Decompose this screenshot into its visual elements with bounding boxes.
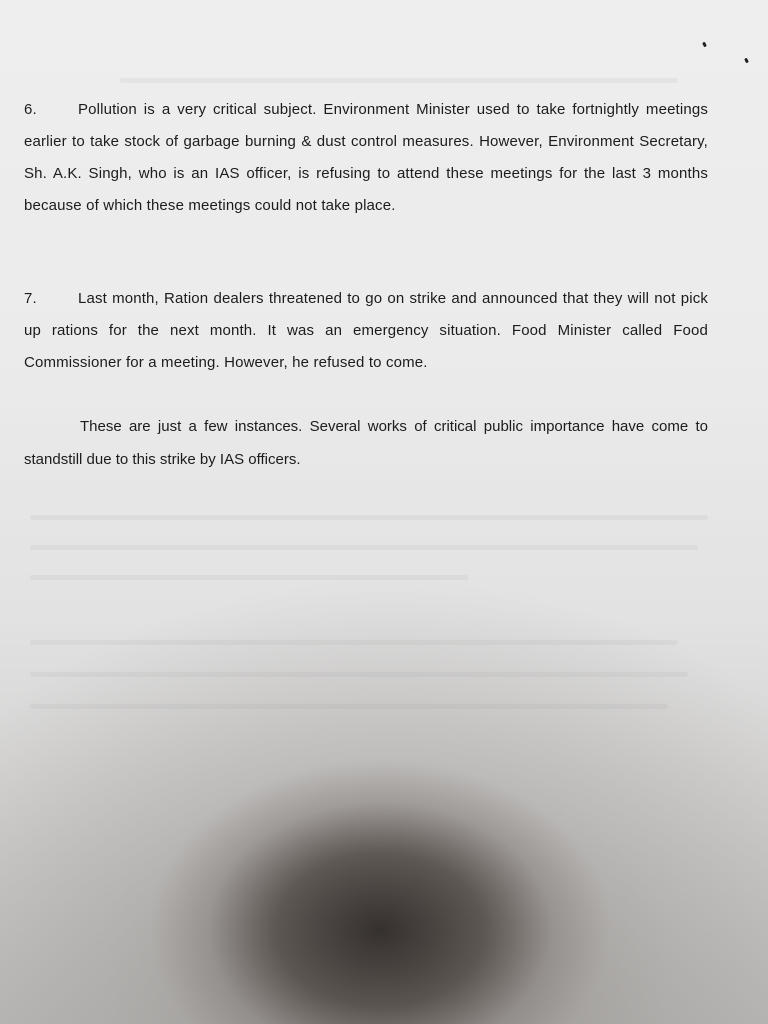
- show-through-line: [30, 704, 668, 709]
- ink-speck: [744, 58, 749, 64]
- show-through-line: [30, 640, 678, 645]
- closing-paragraph: These are just a few instances. Several works of critical public importance have come to standstill due to this strike by IAS officers.: [24, 418, 708, 468]
- paragraph-7: [24, 283, 708, 379]
- show-through-line: [120, 78, 678, 83]
- ink-speck: [702, 42, 707, 48]
- show-through-line: [30, 575, 468, 580]
- paragraph-number: 6.: [24, 101, 37, 118]
- paragraph-text: Last month, Ration dealers threatened to go on strike and announced that they will not pick up rations for the next month. It was an emergency situation. Food Minister called Food Commissioner for a meeting. However, he refused to come.: [24, 290, 708, 371]
- paragraph-text: Pollution is a very critical subject. Environment Minister used to take fortnightly meetings earlier to take stock of garbage burning & dust control measures. However, Environment Secretary, Sh. A.K. Singh, who is an IAS officer, is refusing to attend these meetings for the last 3 months because of which these meetings could not take place.: [24, 101, 708, 214]
- show-through-line: [30, 515, 708, 520]
- paragraph-number: 7.: [24, 290, 37, 307]
- show-through-line: [30, 672, 688, 677]
- show-through-line: [30, 545, 698, 550]
- paragraph-6: [24, 94, 708, 222]
